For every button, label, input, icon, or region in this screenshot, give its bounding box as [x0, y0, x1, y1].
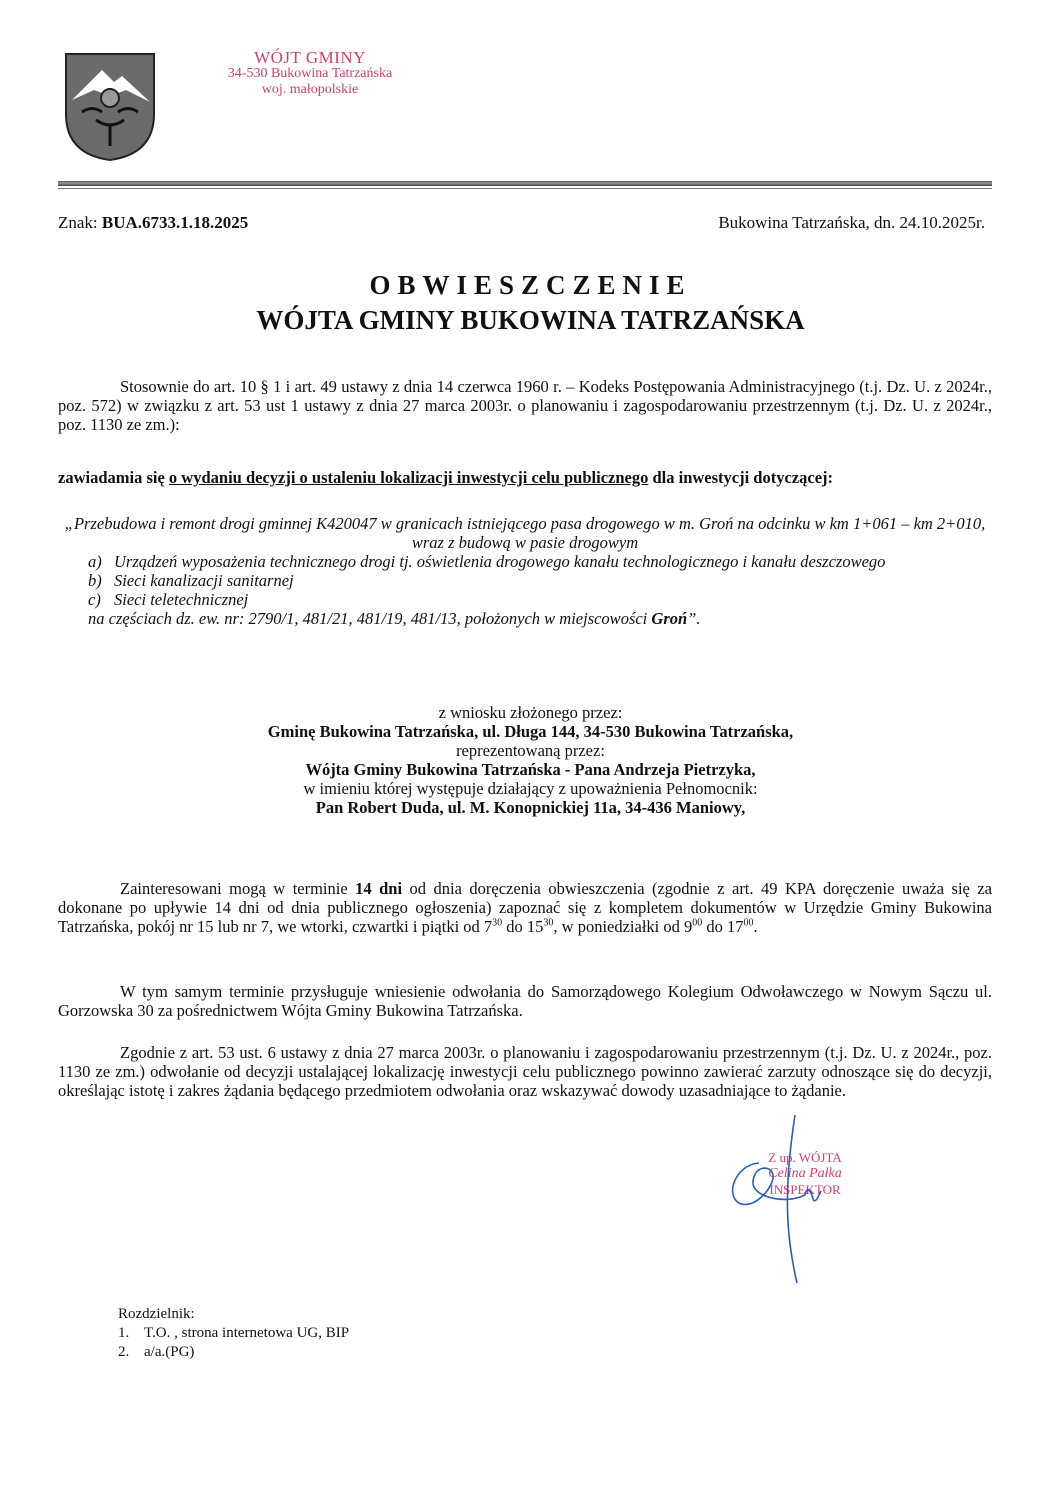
document-subtitle: WÓJTA GMINY BUKOWINA TATRZAŃSKA: [256, 305, 805, 335]
notice-pre: zawiadamia się: [58, 468, 169, 487]
request-proxy: Pan Robert Duda, ul. M. Konopnickiej 11a, 34-436 Maniowy,: [315, 798, 746, 817]
reference-label: Znak:: [58, 213, 98, 232]
info-deadline: 14 dni: [355, 879, 403, 898]
stamp-name: Celina Pałka: [768, 1166, 842, 1181]
distribution-item: [118, 1343, 349, 1362]
handwritten-signature: [715, 1115, 855, 1285]
request-line: w imieniu której występuje działający z upoważnienia Pełnomocnik:: [303, 779, 758, 798]
item-number: 2.: [118, 1344, 130, 1360]
stamp-line1: Z up. WÓJTA: [768, 1150, 842, 1165]
item-text: Sieci teletechnicznej: [114, 590, 249, 609]
request-applicant: Gminę Bukowina Tatrzańska, ul. Długa 144, 34-530 Bukowina Tatrzańska,: [267, 722, 794, 741]
letterhead-line3: woj. małopolskie: [261, 82, 359, 97]
place-date: Bukowina Tatrzańska, dn. 24.10.2025r.: [718, 213, 985, 232]
appeal-paragraph: W tym samym terminie przysługuje wniesienie odwołania do Samorządowego Kolegium Odwoławczego w Nowym Sączu ul. Gorzowska 30 za pośrednictwem Wójta Gminy Bukowina Tatrzańska.: [58, 982, 992, 1020]
header-divider-thin: [58, 188, 992, 189]
info-text: do 17: [702, 917, 744, 936]
document-title: OBWIESZCZENIE: [369, 270, 692, 300]
parcels-line: [88, 609, 992, 628]
intro-paragraph: Stosownie do art. 10 § 1 i art. 49 ustawy z dnia 14 czerwca 1960 r. – Kodeks Postępowania Administracyjnego (t.j. Dz. U. z 2024r., poz. 572) w związku z art. 53 ust 1 ustawy z dnia 27 marca 2003r. o planowaniu i zagospodarowaniu przestrzennym (t.j. Dz. U. z 2024r., poz. 1130 ze zm.):: [58, 377, 992, 434]
letterhead-stamp: [190, 50, 430, 98]
item-letter: a): [88, 552, 102, 571]
item-text: a/a.(PG): [144, 1344, 195, 1360]
info-paragraph: [58, 879, 992, 936]
request-line: reprezentowaną przez:: [456, 741, 605, 760]
reference-number: [58, 213, 248, 233]
request-line: z wniosku złożonego przez:: [438, 703, 623, 722]
coat-of-arms-icon: [62, 50, 158, 162]
parcels-place: Groń: [651, 609, 688, 628]
notice-post: dla inwestycji dotyczącej:: [648, 468, 834, 487]
parcels-pre: na częściach dz. ew. nr: 2790/1, 481/21, 481/19, 481/13, położonych w miejscowości: [88, 609, 652, 628]
law-paragraph: Zgodnie z art. 53 ust. 6 ustawy z dnia 27 marca 2003r. o planowaniu i zagospodarowaniu przestrzennym (t.j. Dz. U. z 2024r., poz. 1130 ze zm.) odwołanie od decyzji ustalającej lokalizację inwestycji celu publicznego powinno zawierać zarzuty odnoszące się do decyzji, określając istotę i zakres żądania będącego przedmiotem odwołania oraz wskazywać dowody uzasadniające to żądanie.: [58, 1043, 992, 1100]
investment-item: [88, 552, 992, 571]
info-text: , w poniedziałki od 9: [553, 917, 693, 936]
letterhead-line1: WÓJT GMINY: [254, 48, 366, 67]
header-divider: [58, 181, 992, 186]
info-text: Zainteresowani mogą w terminie: [120, 879, 356, 898]
stamp-position: INSPEKTOR: [769, 1182, 841, 1197]
item-text: Sieci kanalizacji sanitarnej: [114, 571, 294, 590]
investment-description: [58, 514, 992, 628]
item-number: 1.: [118, 1325, 130, 1341]
distribution-title: Rozdzielnik:: [118, 1306, 195, 1322]
investment-title: „Przebudowa i remont drogi gminnej K420047 w granicach istniejącego pasa drogowego w m. Groń na odcinku w km 1+061 – km 2+010, wraz z budową w pasie drogowym: [64, 514, 986, 552]
reference-value: BUA.6733.1.18.2025: [101, 213, 249, 232]
request-representative: Wójta Gminy Bukowina Tatrzańska - Pana Andrzeja Pietrzyka,: [305, 760, 756, 779]
letterhead-line2: 34-530 Bukowina Tatrzańska: [227, 66, 393, 81]
parcels-post: ”.: [687, 609, 701, 628]
item-letter: b): [88, 571, 102, 590]
info-text: do 15: [502, 917, 544, 936]
notice-line: [58, 468, 992, 488]
info-text: .: [753, 917, 758, 936]
item-text: T.O. , strona internetowa UG, BIP: [144, 1325, 350, 1341]
notice-underlined: o wydaniu decyzji o ustaleniu lokalizacji inwestycji celu publicznego: [168, 468, 649, 487]
info-text: od dnia doręczenia obwieszczenia (zgodnie z art. 49 KPA doręczenie uważa się za dokonane po upływie 14 dni od dnia publicznego ogłoszenia) zapoznać się z kompletem dokumentów w Urzędzie Gminy Bukowina Tatrzańska, pokój nr 15 lub nr 7, we wtorki, czwartki i piątki od 7: [58, 879, 992, 936]
info-sup: 00: [743, 917, 754, 929]
info-sup: 00: [692, 917, 703, 929]
investment-item: [88, 590, 992, 609]
info-sup: 30: [492, 917, 503, 929]
investment-item: [88, 571, 992, 590]
distribution-list: [118, 1305, 349, 1362]
item-text: Urządzeń wyposażenia technicznego drogi tj. oświetlenia drogowego kanału technologicznego i kanału deszczowego: [114, 552, 886, 571]
item-letter: c): [88, 590, 101, 609]
info-sup: 30: [543, 917, 554, 929]
request-block: [0, 703, 1061, 817]
distribution-item: [118, 1324, 349, 1343]
